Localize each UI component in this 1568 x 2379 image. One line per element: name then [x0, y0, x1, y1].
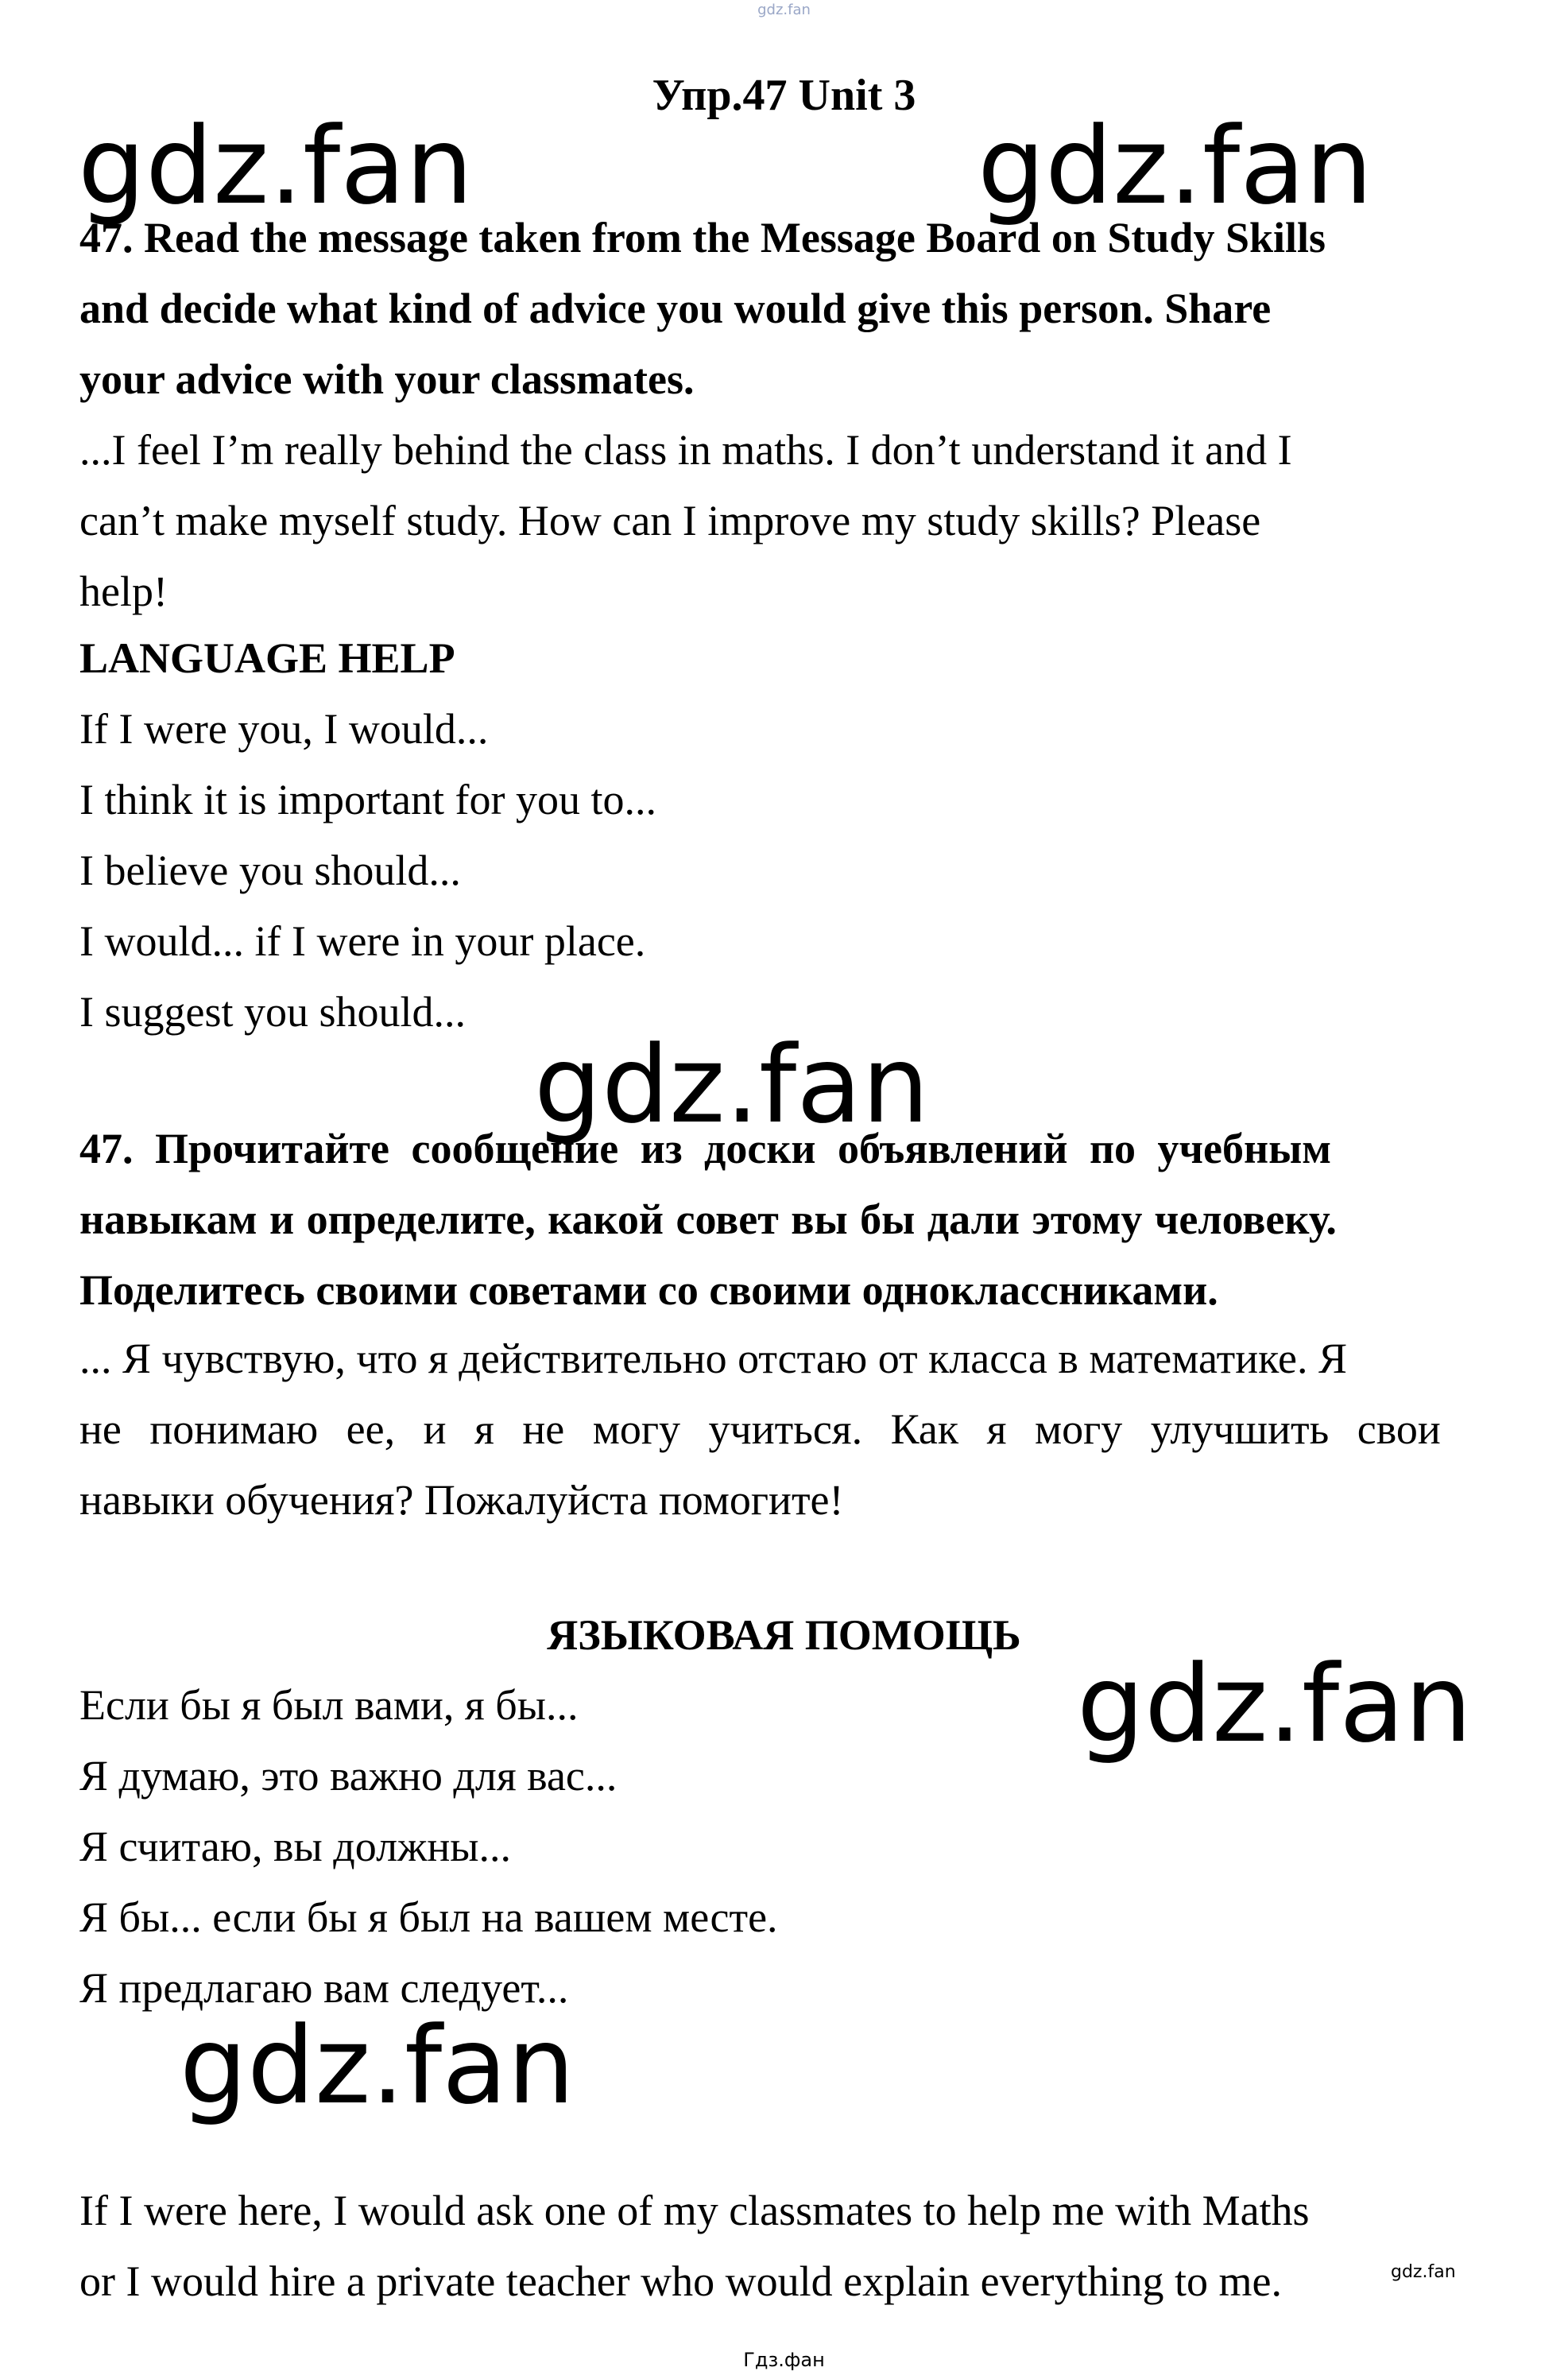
watermark-logo: gdz.fan [78, 104, 474, 228]
footer-label: Гдз.фан [743, 2349, 825, 2371]
answer-text [79, 2176, 1460, 2317]
russian-task [79, 1114, 1460, 1326]
english-task-line: and decide what kind of advice you would give this person. Share [79, 285, 1272, 332]
russian-task-line: Поделитесь своими советами со своими одноклассниками. [79, 1266, 1218, 1314]
watermark-logo: gdz.fan [1077, 1642, 1473, 1766]
small-watermark: gdz.fan [1391, 2262, 1456, 2282]
russian-phrase: Я думаю, это важно для вас... [79, 1752, 618, 1800]
russian-phrase: Если бы я был вами, я бы... [79, 1681, 579, 1729]
english-message-line: help! [79, 568, 168, 615]
russian-message [79, 1323, 1460, 1536]
answer-line: If I were here, I would ask one of my classmates to help me with Maths [79, 2187, 1310, 2234]
english-language-help-heading: LANGUAGE HELP [79, 634, 455, 682]
russian-phrase: Я бы... если бы я был на вашем месте. [79, 1893, 778, 1941]
watermark-logo: gdz.fan [534, 1023, 930, 1147]
russian-message-line: навыки обучения? Пожалуйста помогите! [79, 1476, 844, 1524]
english-task-line: 47. Read the message taken from the Message Board on Study Skills [79, 214, 1326, 262]
russian-message-line: ... Я чувствую, что я действительно отстаю от класса в математике. Я [79, 1335, 1348, 1382]
english-phrase: I think it is important for you to... [79, 776, 656, 823]
russian-message-line: не понимаю ее, и я не могу учиться. Как я могу улучшить свои [79, 1405, 1441, 1453]
top-watermark: gdz.fan [757, 2, 811, 18]
english-phrase: I believe you should... [79, 847, 461, 894]
english-message-line: can’t make myself study. How can I improve my study skills? Please [79, 497, 1261, 544]
english-language-help [79, 623, 1460, 1048]
russian-language-help-heading: ЯЗЫКОВАЯ ПОМОЩЬ [547, 1611, 1021, 1659]
russian-language-help [79, 1670, 1460, 2024]
english-task-line: your advice with your classmates. [79, 355, 695, 403]
russian-phrase: Я считаю, вы должны... [79, 1823, 512, 1870]
answer-line: or I would hire a private teacher who would explain everything to me. [79, 2257, 1283, 2305]
russian-task-line: 47. Прочитайте сообщение из доски объявлений по учебным [79, 1125, 1332, 1172]
watermark-logo: gdz.fan [978, 104, 1373, 228]
english-task [79, 203, 1460, 415]
page-title: Упр.47 Unit 3 [652, 71, 916, 120]
english-phrase: I suggest you should... [79, 988, 466, 1036]
english-phrase: If I were you, I would... [79, 705, 489, 753]
russian-phrase: Я предлагаю вам следует... [79, 1964, 569, 2012]
english-message [79, 415, 1460, 627]
russian-task-line: навыкам и определите, какой совет вы бы дали этому человеку. [79, 1195, 1337, 1243]
english-phrase: I would... if I were in your place. [79, 917, 646, 965]
english-message-line: ...I feel I’m really behind the class in maths. I don’t understand it and I [79, 426, 1292, 474]
watermark-logo: gdz.fan [180, 2004, 575, 2128]
